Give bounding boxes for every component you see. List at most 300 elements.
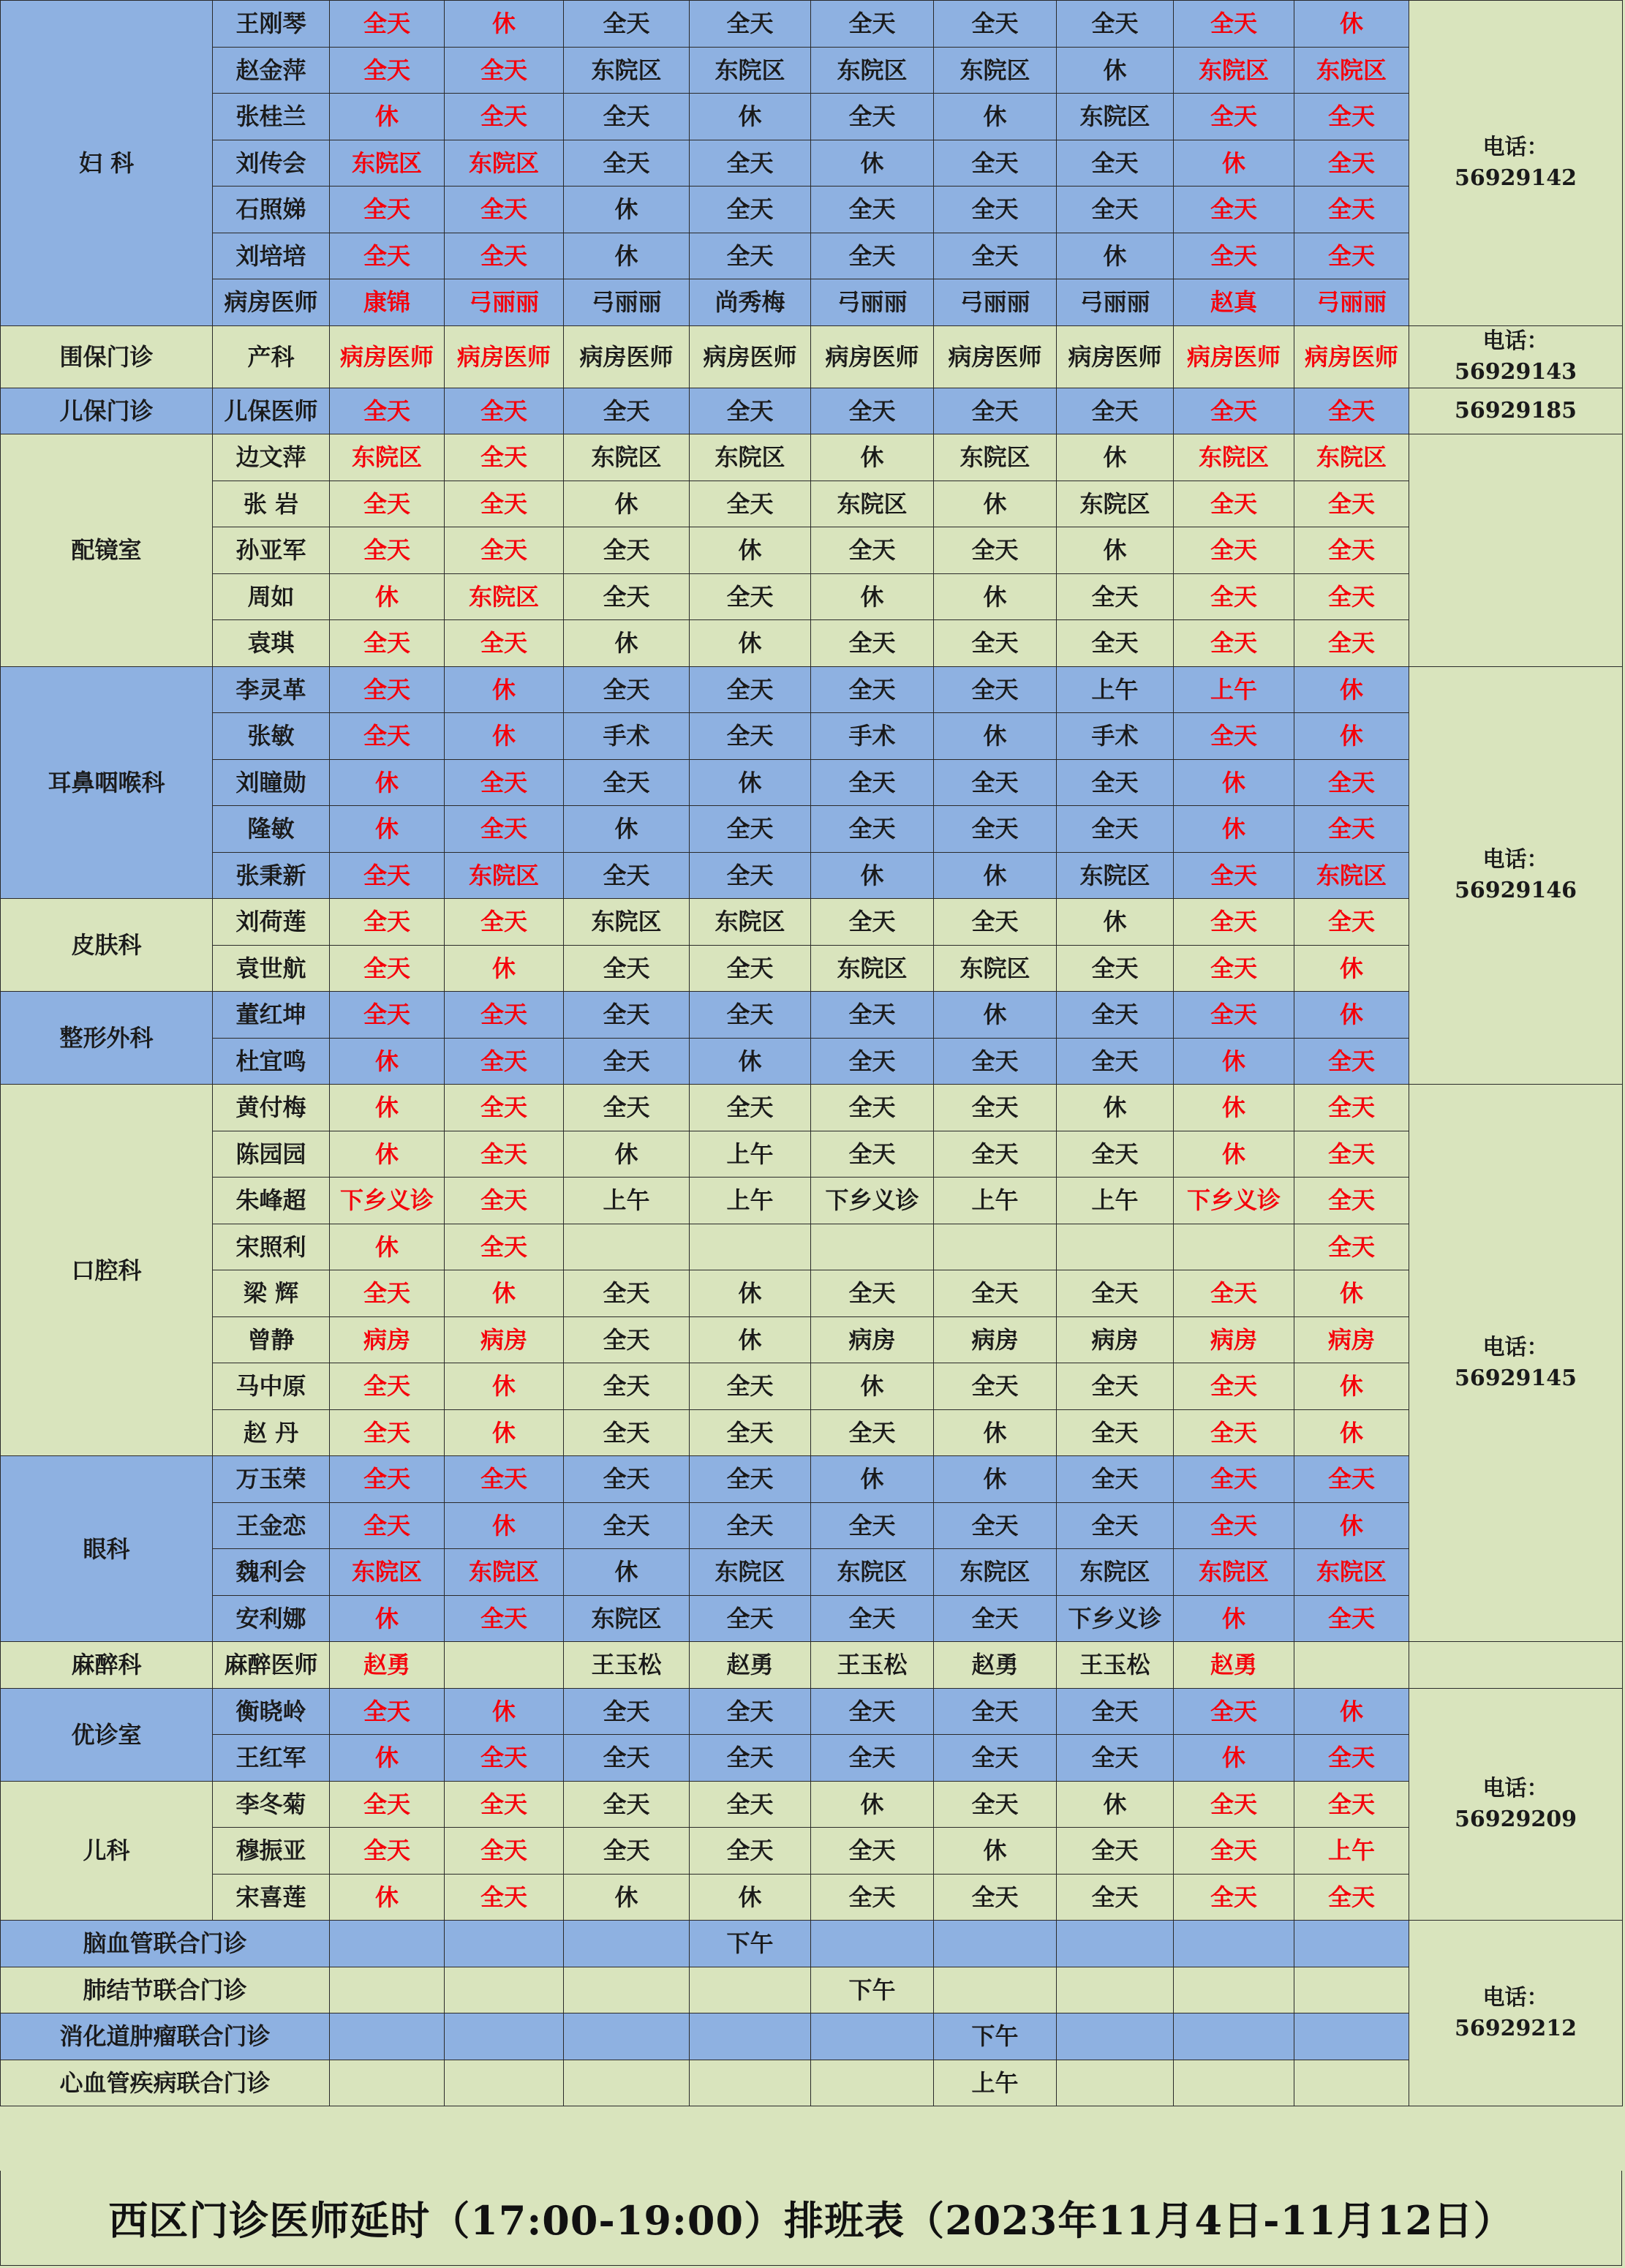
shift-cell: 休 (811, 1363, 934, 1410)
shift-cell: 全天 (1174, 1, 1294, 48)
table-row (1, 1874, 1623, 1921)
table-row (1, 1038, 1623, 1085)
shift-cell: 下乡义诊 (1057, 1595, 1174, 1642)
shift-cell: 休 (811, 852, 934, 899)
shift-cell: 全天 (1174, 713, 1294, 760)
shift-cell (1174, 2060, 1294, 2106)
shift-cell: 全天 (564, 1828, 690, 1875)
shift-cell: 东院区 (330, 434, 445, 481)
shift-cell: 病房 (1057, 1316, 1174, 1363)
shift-cell: 赵真 (1174, 279, 1294, 326)
shift-cell: 休 (564, 233, 690, 279)
shift-cell: 全天 (690, 1595, 811, 1642)
shift-cell: 上午 (564, 1178, 690, 1224)
special-clinic-name: 脑血管联合门诊 (1, 1921, 330, 1967)
department-cell: 整形外科 (1, 992, 213, 1085)
shift-cell: 全天 (690, 806, 811, 853)
shift-cell: 尚秀梅 (690, 279, 811, 326)
shift-cell: 全天 (564, 1038, 690, 1085)
shift-cell: 休 (811, 140, 934, 187)
shift-cell: 休 (330, 573, 445, 620)
shift-cell: 休 (1294, 1688, 1409, 1735)
shift-cell: 全天 (811, 187, 934, 233)
table-row (1, 1828, 1623, 1875)
shift-cell: 东院区 (934, 945, 1057, 992)
shift-cell (1057, 2013, 1174, 2060)
shift-cell: 休 (564, 620, 690, 667)
shift-cell: 全天 (330, 1688, 445, 1735)
shift-cell: 全天 (330, 852, 445, 899)
shift-cell: 全天 (445, 1735, 564, 1782)
shift-cell: 全天 (690, 1085, 811, 1131)
shift-cell: 全天 (564, 1, 690, 48)
shift-cell: 全天 (690, 852, 811, 899)
shift-cell: 全天 (690, 1828, 811, 1875)
shift-cell: 休 (564, 1874, 690, 1921)
shift-cell: 休 (690, 1270, 811, 1317)
doctor-name: 王红军 (213, 1735, 330, 1782)
doctor-name: 赵金萍 (213, 47, 330, 94)
shift-cell: 东院区 (690, 434, 811, 481)
shift-cell: 东院区 (564, 434, 690, 481)
shift-cell (445, 2013, 564, 2060)
shift-cell: 东院区 (934, 47, 1057, 94)
shift-cell: 休 (1174, 1131, 1294, 1178)
shift-cell: 全天 (934, 806, 1057, 853)
shift-cell: 全天 (445, 1085, 564, 1131)
shift-cell: 弓丽丽 (564, 279, 690, 326)
shift-cell: 东院区 (690, 899, 811, 946)
shift-cell: 休 (445, 1502, 564, 1549)
shift-cell: 休 (1057, 47, 1174, 94)
shift-cell: 休 (330, 806, 445, 853)
shift-cell: 休 (934, 992, 1057, 1039)
shift-cell: 全天 (690, 140, 811, 187)
shift-cell: 病房医师 (1057, 325, 1174, 388)
shift-cell: 东院区 (1294, 1549, 1409, 1596)
shift-cell: 全天 (330, 1828, 445, 1875)
shift-cell: 全天 (934, 1502, 1057, 1549)
shift-cell: 全天 (1174, 388, 1294, 434)
shift-cell: 全天 (1294, 620, 1409, 667)
shift-cell: 病房 (1174, 1316, 1294, 1363)
table-row (1, 573, 1623, 620)
shift-cell: 全天 (811, 992, 934, 1039)
doctor-name: 杜宜鸣 (213, 1038, 330, 1085)
shift-cell: 下乡义诊 (811, 1178, 934, 1224)
shift-cell: 东院区 (330, 140, 445, 187)
table-row (1, 1642, 1623, 1689)
shift-cell: 全天 (811, 666, 934, 713)
shift-cell: 上午 (690, 1178, 811, 1224)
doctor-name: 孙亚军 (213, 527, 330, 574)
shift-cell: 赵勇 (330, 1642, 445, 1689)
department-cell: 围保门诊 (1, 325, 213, 388)
shift-cell: 全天 (1174, 1363, 1294, 1410)
shift-cell: 全天 (564, 1456, 690, 1503)
shift-cell (564, 2060, 690, 2106)
shift-cell: 全天 (811, 1409, 934, 1456)
shift-cell: 全天 (1294, 1178, 1409, 1224)
phone-cell (1409, 1085, 1623, 1642)
shift-cell (690, 1224, 811, 1270)
doctor-name: 麻醉医师 (213, 1642, 330, 1689)
shift-cell: 全天 (1294, 1595, 1409, 1642)
shift-cell: 休 (1174, 806, 1294, 853)
shift-cell: 全天 (445, 806, 564, 853)
doctor-name: 石照娣 (213, 187, 330, 233)
shift-cell: 全天 (1174, 1781, 1294, 1828)
shift-cell: 休 (1294, 666, 1409, 713)
shift-cell: 休 (934, 1409, 1057, 1456)
shift-cell: 全天 (1174, 852, 1294, 899)
shift-cell: 病房医师 (1174, 325, 1294, 388)
doctor-name: 边文萍 (213, 434, 330, 481)
shift-cell (1294, 2060, 1409, 2106)
phone-cell (1409, 434, 1623, 667)
phone-cell (1409, 1642, 1623, 1689)
doctor-name: 董红坤 (213, 992, 330, 1039)
shift-cell (934, 1967, 1057, 2013)
shift-cell: 全天 (564, 945, 690, 992)
shift-cell (1057, 1921, 1174, 1967)
phone-cell (1409, 325, 1623, 388)
shift-cell (564, 1967, 690, 2013)
special-clinic-name: 肺结节联合门诊 (1, 1967, 330, 2013)
shift-cell: 全天 (1294, 1038, 1409, 1085)
shift-cell: 休 (690, 759, 811, 806)
shift-cell: 手术 (564, 713, 690, 760)
shift-cell: 全天 (330, 481, 445, 527)
doctor-name: 产科 (213, 325, 330, 388)
shift-cell: 全天 (564, 94, 690, 140)
shift-cell: 上午 (934, 2060, 1057, 2106)
shift-cell: 全天 (934, 1735, 1057, 1782)
shift-cell: 全天 (564, 992, 690, 1039)
shift-cell: 全天 (690, 992, 811, 1039)
shift-cell: 全天 (445, 94, 564, 140)
doctor-name: 病房医师 (213, 279, 330, 326)
shift-cell (445, 2060, 564, 2106)
shift-cell: 休 (1057, 233, 1174, 279)
shift-cell: 全天 (811, 1595, 934, 1642)
shift-cell: 全天 (330, 1502, 445, 1549)
table-row (1, 279, 1623, 326)
shift-cell: 全天 (811, 1085, 934, 1131)
shift-cell: 全天 (564, 573, 690, 620)
shift-cell: 全天 (690, 1409, 811, 1456)
table-row (1, 527, 1623, 574)
shift-cell: 全天 (330, 1456, 445, 1503)
shift-cell: 休 (445, 1270, 564, 1317)
shift-cell: 全天 (1294, 899, 1409, 946)
shift-cell: 东院区 (1057, 481, 1174, 527)
shift-cell: 休 (1294, 1270, 1409, 1317)
shift-cell: 赵勇 (934, 1642, 1057, 1689)
shift-cell: 全天 (934, 527, 1057, 574)
shift-cell: 东院区 (934, 1549, 1057, 1596)
shift-cell: 全天 (445, 1595, 564, 1642)
department-cell: 皮肤科 (1, 899, 213, 992)
shift-cell (1294, 2013, 1409, 2060)
shift-cell (564, 2013, 690, 2060)
department-cell: 配镜室 (1, 434, 213, 667)
shift-cell: 东院区 (811, 1549, 934, 1596)
phone-label: 电话： (1482, 134, 1549, 160)
shift-cell: 全天 (564, 1316, 690, 1363)
table-row (1, 759, 1623, 806)
shift-cell: 病房 (811, 1316, 934, 1363)
doctor-name: 袁琪 (213, 620, 330, 667)
shift-cell: 全天 (690, 1363, 811, 1410)
phone-cell (1409, 388, 1623, 434)
shift-cell: 全天 (934, 620, 1057, 667)
shift-cell: 休 (1294, 713, 1409, 760)
shift-cell: 全天 (1057, 759, 1174, 806)
shift-cell: 全天 (811, 94, 934, 140)
table-row (1, 1224, 1623, 1270)
shift-cell: 全天 (445, 481, 564, 527)
shift-cell: 全天 (330, 1363, 445, 1410)
shift-cell: 全天 (690, 187, 811, 233)
table-row (1, 666, 1623, 713)
shift-cell: 全天 (445, 233, 564, 279)
shift-cell: 休 (330, 1224, 445, 1270)
shift-cell: 东院区 (564, 47, 690, 94)
shift-cell: 全天 (1174, 1828, 1294, 1875)
shift-cell: 东院区 (564, 899, 690, 946)
shift-cell: 全天 (811, 1688, 934, 1735)
doctor-name: 魏利会 (213, 1549, 330, 1596)
shift-cell: 全天 (934, 1038, 1057, 1085)
shift-cell: 东院区 (690, 1549, 811, 1596)
shift-cell: 全天 (1057, 1131, 1174, 1178)
phone-cell (1409, 1688, 1623, 1921)
shift-cell: 全天 (690, 945, 811, 992)
shift-cell: 全天 (1057, 1874, 1174, 1921)
phone-number: 56929212 (1455, 2015, 1577, 2041)
shift-cell: 全天 (564, 1409, 690, 1456)
shift-cell: 东院区 (690, 47, 811, 94)
special-clinic-name: 消化道肿瘤联合门诊 (1, 2013, 330, 2060)
shift-cell: 全天 (1057, 1, 1174, 48)
shift-cell: 休 (934, 1456, 1057, 1503)
shift-cell: 休 (1174, 140, 1294, 187)
doctor-name: 马中原 (213, 1363, 330, 1410)
shift-cell: 全天 (811, 1, 934, 48)
doctor-name: 李冬菊 (213, 1781, 330, 1828)
shift-cell: 休 (934, 94, 1057, 140)
table-row (1, 1270, 1623, 1317)
shift-cell (1174, 1921, 1294, 1967)
shift-cell: 下午 (811, 1967, 934, 2013)
shift-cell: 全天 (1174, 899, 1294, 946)
shift-cell: 全天 (934, 1595, 1057, 1642)
phone-label: 电话： (1482, 1334, 1549, 1360)
table-row (1, 94, 1623, 140)
shift-cell: 休 (330, 1595, 445, 1642)
shift-cell: 东院区 (445, 140, 564, 187)
shift-cell: 全天 (445, 620, 564, 667)
shift-cell: 全天 (1057, 140, 1174, 187)
doctor-name: 儿保医师 (213, 388, 330, 434)
shift-cell (811, 1224, 934, 1270)
table-row (1, 713, 1623, 760)
shift-cell: 上午 (1057, 666, 1174, 713)
shift-cell: 全天 (1057, 620, 1174, 667)
shift-cell: 全天 (330, 47, 445, 94)
table-row (1, 1409, 1623, 1456)
doctor-name: 朱峰超 (213, 1178, 330, 1224)
shift-cell: 全天 (330, 945, 445, 992)
shift-cell: 全天 (934, 187, 1057, 233)
shift-cell: 病房 (1294, 1316, 1409, 1363)
doctor-name: 黄付梅 (213, 1085, 330, 1131)
shift-cell: 休 (690, 1874, 811, 1921)
shift-cell: 东院区 (1294, 852, 1409, 899)
shift-cell: 全天 (690, 388, 811, 434)
doctor-name: 刘培培 (213, 233, 330, 279)
shift-cell: 休 (330, 759, 445, 806)
shift-cell: 全天 (690, 1688, 811, 1735)
shift-cell: 休 (445, 1688, 564, 1735)
shift-cell: 休 (564, 806, 690, 853)
shift-cell: 全天 (934, 140, 1057, 187)
shift-cell: 休 (934, 1828, 1057, 1875)
shift-cell: 东院区 (1174, 47, 1294, 94)
shift-cell: 全天 (811, 806, 934, 853)
phone-label: 电话： (1482, 328, 1549, 354)
shift-cell: 休 (1057, 899, 1174, 946)
shift-cell: 休 (445, 713, 564, 760)
shift-cell: 休 (564, 481, 690, 527)
shift-cell (1057, 1224, 1174, 1270)
doctor-name: 曾静 (213, 1316, 330, 1363)
shift-cell: 全天 (1294, 94, 1409, 140)
shift-cell: 上午 (1174, 666, 1294, 713)
shift-cell: 全天 (445, 899, 564, 946)
shift-cell: 全天 (690, 713, 811, 760)
shift-cell: 全天 (1057, 573, 1174, 620)
shift-cell: 全天 (1174, 1270, 1294, 1317)
shift-cell: 全天 (1057, 1828, 1174, 1875)
department-cell: 儿科 (1, 1781, 213, 1921)
phone-label: 电话： (1482, 1775, 1549, 1801)
shift-cell: 全天 (1294, 806, 1409, 853)
phone-cell (1409, 666, 1623, 1085)
shift-cell: 全天 (1294, 140, 1409, 187)
phone-number: 56929142 (1455, 165, 1577, 191)
shift-cell: 全天 (1294, 1735, 1409, 1782)
shift-cell: 全天 (934, 1085, 1057, 1131)
shift-cell: 弓丽丽 (934, 279, 1057, 326)
shift-cell: 全天 (564, 1688, 690, 1735)
shift-cell: 全天 (1174, 481, 1294, 527)
shift-cell: 康锦 (330, 279, 445, 326)
table-row (1, 1085, 1623, 1131)
shift-cell: 全天 (811, 1874, 934, 1921)
shift-cell: 全天 (1174, 527, 1294, 574)
doctor-name: 袁世航 (213, 945, 330, 992)
shift-cell (1174, 1967, 1294, 2013)
shift-cell: 全天 (1294, 759, 1409, 806)
shift-cell: 全天 (934, 233, 1057, 279)
shift-cell: 休 (330, 1735, 445, 1782)
shift-cell (690, 2060, 811, 2106)
shift-cell: 弓丽丽 (811, 279, 934, 326)
shift-cell: 病房医师 (811, 325, 934, 388)
shift-cell: 休 (690, 94, 811, 140)
shift-cell: 全天 (445, 1224, 564, 1270)
shift-cell: 全天 (934, 388, 1057, 434)
shift-cell (1057, 2060, 1174, 2106)
shift-cell: 休 (811, 1781, 934, 1828)
shift-cell: 王玉松 (811, 1642, 934, 1689)
shift-cell: 全天 (564, 759, 690, 806)
shift-cell: 休 (564, 187, 690, 233)
shift-cell: 病房医师 (445, 325, 564, 388)
shift-cell: 全天 (934, 1131, 1057, 1178)
shift-cell: 全天 (564, 527, 690, 574)
page-title: 西区门诊医师延时（17:00-19:00）排班表（2023年11月4日-11月12日） (108, 2196, 1514, 2244)
shift-cell: 全天 (934, 899, 1057, 946)
shift-cell: 休 (445, 1363, 564, 1410)
shift-cell (330, 1921, 445, 1967)
shift-cell: 全天 (1057, 1409, 1174, 1456)
shift-cell: 休 (1174, 1735, 1294, 1782)
shift-cell: 全天 (1294, 1874, 1409, 1921)
shift-cell: 全天 (811, 620, 934, 667)
shift-cell (445, 1642, 564, 1689)
shift-cell: 全天 (445, 187, 564, 233)
table-row (1, 620, 1623, 667)
shift-cell (445, 1967, 564, 2013)
shift-cell: 全天 (811, 899, 934, 946)
table-row (1, 1131, 1623, 1178)
shift-cell: 全天 (564, 1085, 690, 1131)
shift-cell: 东院区 (445, 1549, 564, 1596)
shift-cell: 休 (330, 1038, 445, 1085)
shift-cell: 全天 (445, 1874, 564, 1921)
table-row (1, 1688, 1623, 1735)
shift-cell: 全天 (1174, 992, 1294, 1039)
shift-cell (934, 1224, 1057, 1270)
table-row (1, 806, 1623, 853)
doctor-name: 宋照利 (213, 1224, 330, 1270)
shift-cell: 休 (690, 527, 811, 574)
shift-cell: 休 (445, 1, 564, 48)
shift-cell: 全天 (330, 620, 445, 667)
shift-cell: 休 (811, 1456, 934, 1503)
shift-cell: 全天 (564, 1502, 690, 1549)
department-cell: 优诊室 (1, 1688, 213, 1781)
shift-cell: 全天 (811, 1735, 934, 1782)
shift-cell (811, 1921, 934, 1967)
shift-cell: 全天 (445, 992, 564, 1039)
shift-cell: 全天 (1057, 1735, 1174, 1782)
table-row (1, 1502, 1623, 1549)
shift-cell: 全天 (1057, 1502, 1174, 1549)
shift-cell: 全天 (330, 899, 445, 946)
shift-cell (690, 2013, 811, 2060)
shift-cell: 东院区 (811, 481, 934, 527)
shift-cell: 全天 (330, 527, 445, 574)
shift-cell: 东院区 (445, 573, 564, 620)
shift-cell: 全天 (564, 1363, 690, 1410)
shift-cell: 全天 (811, 1502, 934, 1549)
table-row (1, 1178, 1623, 1224)
table-row (1, 434, 1623, 481)
